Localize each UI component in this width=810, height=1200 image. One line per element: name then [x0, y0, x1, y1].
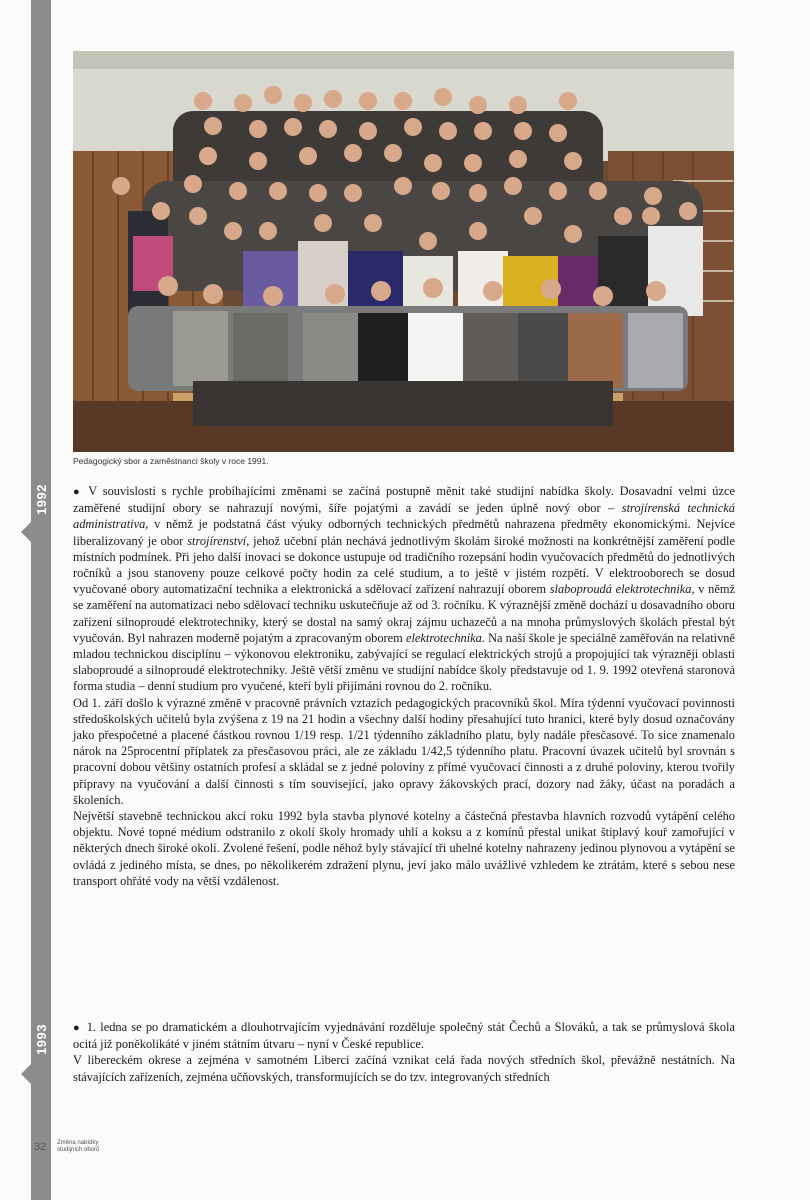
year-label: 1992	[34, 484, 49, 515]
text-run-italic: slaboproudá elektrotechnika,	[549, 582, 695, 597]
group-photo-illustration	[73, 51, 734, 452]
paragraph	[73, 483, 735, 695]
photo-caption: Pedagogický sbor a zaměstnanci školy v roce 1991.	[73, 456, 269, 466]
paragraph: Od 1. září došlo k výrazné změně v pracovně právních vztazích pedagogických pracovníků škol. Míra týdenní vyučovací povinnosti středoškolských učitelů byla zvýšena z 19 na 21 hodin a všechny další hodiny přesahující tuto hranici, které byly dosud označovány jako přespočetné a placené částkou rovnou 1/19 resp. 1/21 týdenního základního platu, byly nadále přesčasové. To sice znamenalo nárok na 25procentní příplatek za přesčasovou práci, ale ze základu 1/42,5 týdenního platu. Pracovní úvazek učitelů byl srovnán s pracovní dobou většiny ostatních profesí a skládal se z jedné poloviny z přímé vyučovací činnosti a z druhé poloviny, kterou tvořily přípravy na vyučování a další činnosti s tím související, jako opravy žákovských prací, dozory nad žáky, účast na poradách a školeních.	[73, 695, 735, 807]
section-1993	[73, 1019, 735, 1085]
text-run: , jehož učební plán nechává jednotlivým školám široké možnosti na konkrétnější zaměření podle místních podmínek. Při jeho další inovaci se dokonce ustupuje od tradičního rozepsání hodin vyučovacích předmětů do jednotlivých ročníků a jsou stanoveny pouze celkové počty hodin za celé studium, a to ještě v jistém rozpětí. V elektrooborech se dosud vyučované obory automatizační technika a elektronická a sdělovací zařízení nahrazují oborem	[73, 533, 735, 597]
year-marker-1993	[31, 1024, 51, 1082]
paragraph	[73, 1019, 735, 1052]
section-1992	[73, 483, 735, 889]
text-run-italic: strojírenská technická administrativa	[73, 501, 735, 532]
side-bar	[31, 0, 51, 1200]
text-run: V souvislosti s rychle probíhajícími změnami se začíná postupně měnit také studijní nabídka školy. Dosavadní velmi úzce zaměřené studijní obory se nahrazují novými, šíře pojatými a zavádí se jeden úplně nový obor –	[73, 484, 735, 516]
bullet-icon: ●	[73, 1022, 81, 1034]
paragraph: V libereckém okrese a zejména v samotném Liberci začíná vznikat celá řada nových středních škol, převážně nestátních. Na stávajících zařízeních, zejména učňovských, transformujících se do tzv. integrovaných středních	[73, 1053, 735, 1084]
group-photo	[73, 51, 734, 452]
text-run-italic: strojírenství	[187, 533, 247, 548]
text-run: 1. ledna se po dramatickém a dlouhotrvajícím vyjednávání rozděluje společný stát Čechů a Slováků, a tak se průmyslová škola ocitá již poněkolikáté v jiném státním útvaru – nyní v České republice.	[73, 1020, 735, 1052]
year-marker-1992	[31, 484, 51, 540]
text-run: v němž se zaměření na automatizaci nebo sdělovací techniku uskutečňuje až od 3. ročníku. K výraznější změně dochází u dosavadního oboru zařízení silnoproudé elektrotechniky, který se dostal na samý okraj zájmu uchazečů a na mnoha průmyslových školách přestal být vyučován. Byl nahrazen moderně pojatým a zpracovaným oborem	[73, 582, 735, 645]
year-notch	[21, 1064, 31, 1084]
text-run-italic: elektrotechnika.	[405, 630, 485, 645]
bullet-icon: ●	[73, 486, 83, 498]
chapter-label	[57, 1140, 127, 1154]
chapter-label-line: studijních oborů	[57, 1147, 100, 1153]
year-label: 1993	[34, 1024, 49, 1055]
paragraph: Největší stavebně technickou akcí roku 1992 byla stavba plynové kotelny a částečná přestavba hlavních rozvodů vytápění celého objektu. Nové topné médium odstranilo z okolí školy hromady uhlí a koksu a z komínů přestal unikat štiplavý kouř zamořující v některých dnech široké okolí. Zvolené řešení, podle něhož byly stávající tři uhelné kotelny nahrazeny jedinou plynovou a vytápění se ovládá z jediného místa, se dnes, po několikerém zdražení plynu, jeví jako málo uvážlivé vzhledem ke ztrátám, které s sebou nese transport ohřáté vody na větší vzdálenost.	[73, 809, 735, 888]
year-notch	[21, 522, 31, 542]
text-run: Na naší škole je speciálně zaměřován na relativně mladou technickou disciplínu – výkonovou elektroniku, zabývající se regulací elektrických strojů a propojující tak výrazněji oblasti slaboproudé a silnoproudé elektrotechniky. Ještě větší změnu ve studijní nabídce školy představuje od 1. 9. 1992 otevřená staronová forma studia – denní studium pro vyučené, kteří byli přijímáni rovnou do 2. ročníku.	[73, 630, 735, 694]
page-number: 32	[34, 1141, 47, 1153]
chapter-label-line: Změna nabídky	[57, 1140, 99, 1146]
text-run: , v němž je podstatná část výuky odborných technických předmětů nahrazena předměty ekonomickými. Nejvíce liberalizovaný je obor	[73, 517, 735, 548]
